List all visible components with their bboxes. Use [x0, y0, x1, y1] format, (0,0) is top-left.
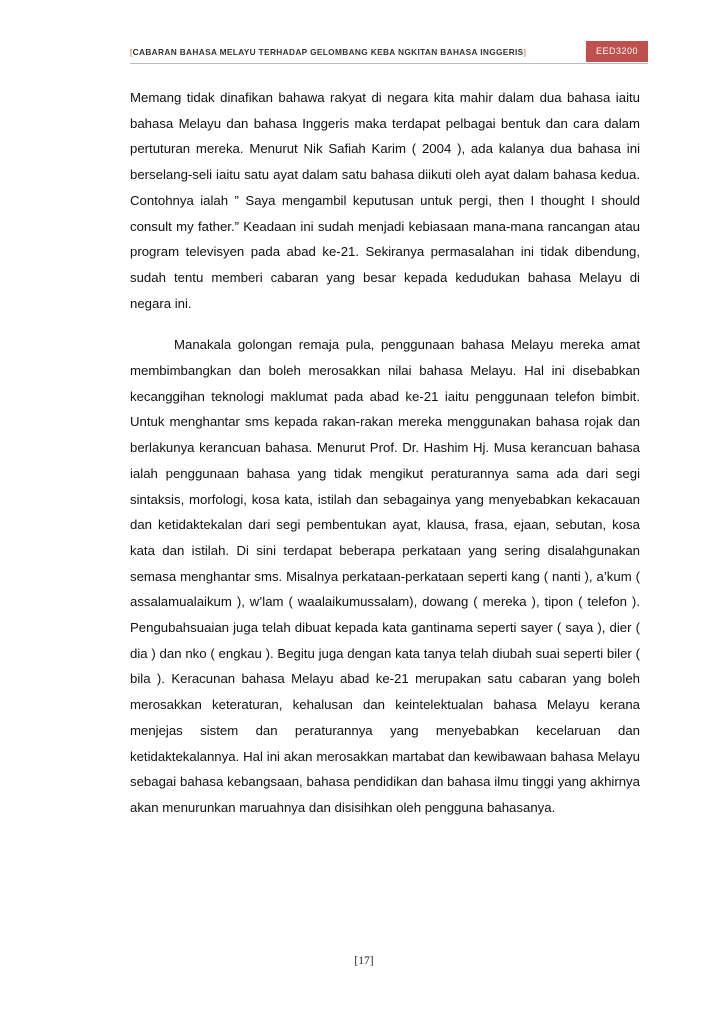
header-bracket-open: [ — [130, 47, 133, 57]
course-code-badge: EED3200 — [586, 41, 648, 62]
header-divider — [130, 63, 648, 64]
paragraph-1: Memang tidak dinafikan bahawa rakyat di negara kita mahir dalam dua bahasa iaitu bahasa Melayu dan bahasa Inggeris maka terdapat pelbagai bentuk dan cara dalam pertuturan mereka. Menurut Nik Safiah Karim ( 2004 ), ada kalanya dua bahasa ini berselang-seli iaitu satu ayat dalam satu bahasa diikuti oleh ayat dalam bahasa kedua. Contohnya ialah ” Saya mengambil keputusan untuk pergi, then I thought I should consult my father.” Keadaan ini sudah menjadi kebiasaan mana-mana rancangan atau program televisyen pada abad ke-21. Sekiranya permasalahan ini tidak dibendung, sudah tentu memberi cabaran yang besar kepada kedudukan bahasa Melayu di negara ini. — [130, 90, 640, 311]
header-bracket-close: ] — [523, 47, 527, 57]
paragraph-2: Manakala golongan remaja pula, penggunaan bahasa Melayu mereka amat membimbangkan dan boleh merosakkan nilai bahasa Melayu. Hal ini disebabkan kecanggihan teknologi maklumat pada abad ke-21 iaitu penggunaan telefon bimbit. Untuk menghantar sms kepada rakan-rakan mereka menggunakan bahasa rojak dan berlakunya kerancuan bahasa. Menurut Prof. Dr. Hashim Hj. Musa kerancuan bahasa ialah penggunaan bahasa yang tidak mengikut peraturannya sama ada dari segi sintaksis, morfologi, kosa kata, istilah dan sebagainya yang menyebabkan kekacauan dan ketidaktekalan dari segi pembentukan ayat, klausa, frasa, ejaan, sebutan, kosa kata dan istilah. Di sini terdapat beberapa perkataan yang sering disalahgunakan semasa menghantar sms. Misalnya perkataan-perkataan seperti kang ( nanti ), a’kum ( assalamualaikum ), w’lam ( waalaikumussalam), dowang ( mereka ), tipon ( telefon ). Pengubahsuaian juga telah dibuat kepada kata gantinama seperti sayer ( saya ), dier ( dia ) dan nko ( engkau ). Begitu juga dengan kata tanya telah diubah suai seperti biler ( bila ). Keracunan bahasa Melayu abad ke-21 merupakan satu cabaran yang boleh merosakkan keteraturan, kehalusan dan keintelektualan bahasa Melayu kerana menjejas sistem dan peraturannya yang menyebabkan kecelaruan dan ketidaktekalannya. Hal ini akan merosakkan martabat dan kewibawaan bahasa Melayu sebagai bahasa kebangsaan, bahasa pendidikan dan bahasa ilmu tinggi yang akhirnya akan menurunkan maruahnya dan disisihkan oleh pengguna bahasanya. — [130, 337, 640, 815]
running-header — [130, 38, 648, 64]
header-title — [130, 47, 586, 57]
body-text — [130, 85, 640, 821]
page-number: [17] — [354, 955, 374, 967]
header-title-text: CABARAN BAHASA MELAYU TERHADAP GELOMBANG KEBA NGKITAN BAHASA INGGERIS — [132, 47, 524, 57]
